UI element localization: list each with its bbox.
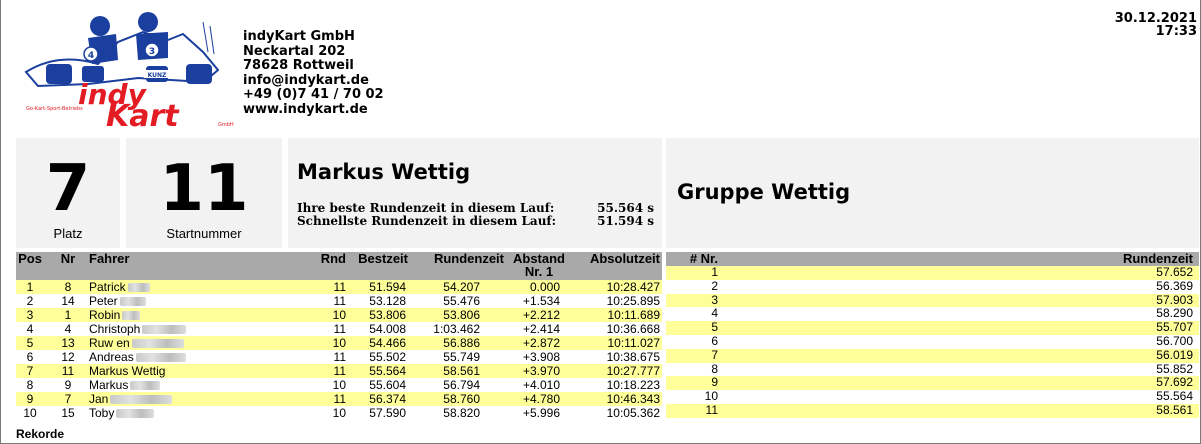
- cell-absolutzeit: 10:11.027: [607, 336, 660, 350]
- cell-absolutzeit: 10:18.223: [606, 378, 660, 392]
- startnummer-value: 11: [159, 152, 249, 226]
- cell-rnd: 10: [332, 308, 346, 322]
- cell-rundenzeit: 55.476: [443, 294, 480, 308]
- kart-number-right: 3: [148, 47, 156, 57]
- cell-nr: 11: [61, 364, 75, 378]
- cell-abstand: +4.010: [522, 378, 560, 392]
- col-rnd: Rnd: [320, 251, 346, 266]
- cell-fahrer: Christoph: [89, 322, 141, 336]
- col-nr: Nr: [60, 251, 76, 266]
- col-abstand-line1: Abstand: [513, 251, 565, 266]
- cell-rundenzeit: 58.820: [443, 406, 480, 420]
- group-name: Gruppe Wettig: [677, 180, 851, 204]
- cell-lap-nr: 3: [711, 292, 718, 307]
- cell-bestzeit: 55.604: [369, 378, 406, 392]
- cell-rundenzeit: 58.760: [443, 392, 480, 406]
- cell-bestzeit: 51.594: [369, 280, 406, 294]
- cell-lap-nr: 9: [711, 375, 718, 390]
- cell-rundenzeit: 55.749: [443, 350, 480, 364]
- cell-abstand: +3.908: [522, 350, 560, 364]
- cell-lap-time: 57.692: [1156, 375, 1193, 390]
- cell-fahrer: Ruw en: [89, 336, 130, 350]
- lap-times-body: [666, 266, 1199, 418]
- cell-lap-time: 55.852: [1156, 361, 1193, 376]
- cell-fahrer: Markus: [89, 378, 129, 392]
- cell-rnd: 11: [333, 322, 346, 336]
- redacted-surname: [128, 283, 150, 292]
- company-phone: +49 (0)7 41 / 70 02: [243, 87, 384, 102]
- cell-rnd: 10: [332, 336, 346, 350]
- cell-lap-time: 58.561: [1156, 402, 1193, 417]
- cell-nr: 1: [64, 308, 72, 322]
- lap-row: [666, 363, 1199, 377]
- driver-name: Markus Wettig: [297, 160, 471, 184]
- table-row: [16, 350, 662, 364]
- table-row: [16, 364, 662, 378]
- col-pos: Pos: [18, 251, 42, 266]
- platz-value: 7: [45, 152, 91, 226]
- lap-row: [666, 404, 1199, 418]
- cell-lap-time: 56.700: [1156, 333, 1193, 348]
- lap-row: [666, 335, 1199, 349]
- cell-nr: 15: [61, 406, 75, 420]
- col-abstand-line2: Nr. 1: [524, 264, 554, 279]
- col-rundenzeit: Rundenzeit: [433, 251, 504, 266]
- cell-abstand: +3.970: [522, 364, 560, 378]
- cell-rnd: 11: [333, 294, 346, 308]
- cell-pos: 8: [26, 378, 34, 392]
- lap-row: [666, 307, 1199, 321]
- cell-absolutzeit: 10:38.675: [606, 350, 660, 364]
- fastest-lap-row: [297, 214, 654, 228]
- cell-abstand: +2.212: [522, 308, 560, 322]
- lap-times-header: [666, 252, 1199, 266]
- cell-pos: 7: [26, 364, 34, 378]
- cell-rnd: 11: [333, 392, 346, 406]
- cell-rundenzeit: 54.207: [443, 280, 480, 294]
- cell-lap-time: 56.369: [1156, 278, 1193, 293]
- lap-times-table: [666, 252, 1199, 418]
- table-row: [16, 392, 662, 406]
- cell-rundenzeit: 56.794: [443, 378, 480, 392]
- print-time: 17:33: [1155, 24, 1197, 39]
- cell-lap-time: 55.707: [1156, 320, 1193, 335]
- cell-fahrer: Robin: [89, 308, 121, 322]
- startnummer-box: [126, 138, 282, 248]
- cell-absolutzeit: 10:27.777: [606, 364, 660, 378]
- cell-abstand: +5.996: [522, 406, 560, 420]
- cell-rnd: 10: [332, 406, 346, 420]
- cell-lap-nr: 4: [711, 306, 718, 321]
- lap-row: [666, 294, 1199, 308]
- company-city: 78628 Rottweil: [243, 58, 354, 73]
- logo-suffix: GmbH: [218, 122, 234, 128]
- cell-nr: 4: [64, 322, 72, 336]
- col-lap-nr: # Nr.: [689, 251, 718, 266]
- cell-fahrer: Peter: [89, 294, 118, 308]
- cell-pos: 4: [26, 322, 34, 336]
- cell-bestzeit: 53.806: [369, 308, 406, 322]
- cell-pos: 3: [26, 308, 34, 322]
- platz-box: [16, 138, 120, 248]
- kart-illustration: [26, 12, 218, 86]
- cell-pos: 9: [26, 392, 34, 406]
- cell-lap-nr: 8: [711, 361, 718, 376]
- cell-pos: 6: [26, 350, 34, 364]
- indykart-logo: [18, 12, 243, 130]
- cell-lap-time: 58.290: [1156, 306, 1193, 321]
- redacted-surname: [120, 297, 146, 306]
- col-bestzeit: Bestzeit: [358, 251, 408, 266]
- startnummer-label: Startnummer: [166, 226, 242, 241]
- lap-row: [666, 266, 1199, 280]
- table-row: [16, 406, 662, 420]
- cell-abstand: +2.872: [522, 336, 560, 350]
- cell-lap-time: 57.903: [1156, 292, 1193, 307]
- cell-bestzeit: 53.128: [369, 294, 406, 308]
- print-date: 30.12.2021: [1114, 11, 1197, 26]
- cell-bestzeit: 55.502: [369, 350, 406, 364]
- cell-abstand: +2.414: [522, 322, 560, 336]
- company-website: www.indykart.de: [243, 101, 368, 117]
- cell-rnd: 10: [332, 378, 346, 392]
- cell-lap-time: 55.564: [1156, 389, 1193, 404]
- cell-bestzeit: 54.008: [369, 322, 406, 336]
- redacted-surname: [122, 311, 140, 320]
- cell-nr: 7: [64, 392, 72, 406]
- cell-nr: 9: [64, 378, 72, 392]
- cell-rundenzeit: 1:03.462: [433, 322, 480, 336]
- cell-fahrer: Patrick: [89, 280, 126, 294]
- cell-absolutzeit: 10:05.362: [606, 406, 660, 420]
- cell-nr: 12: [61, 350, 75, 364]
- best-lap-row: [297, 201, 654, 215]
- company-street: Neckartal 202: [243, 43, 346, 59]
- company-address: [243, 30, 384, 117]
- company-name: indyKart GmbH: [243, 29, 355, 44]
- cell-rnd: 11: [333, 280, 346, 294]
- lap-row: [666, 390, 1199, 404]
- lap-row: [666, 376, 1199, 390]
- col-fahrer: Fahrer: [89, 251, 130, 266]
- lap-row: [666, 349, 1199, 363]
- redacted-surname: [116, 409, 154, 418]
- cell-fahrer: Toby: [89, 406, 115, 420]
- table-row: [16, 294, 662, 308]
- table-row: [16, 308, 662, 322]
- table-row: [16, 280, 662, 294]
- cell-lap-time: 56.019: [1156, 347, 1193, 362]
- cell-lap-nr: 7: [711, 347, 718, 362]
- rekorde-heading: Rekorde: [16, 427, 65, 441]
- cell-nr: 8: [64, 280, 72, 294]
- cell-fahrer: Jan: [89, 392, 109, 406]
- cell-absolutzeit: 10:25.895: [606, 294, 660, 308]
- company-email: info@indykart.de: [243, 72, 369, 88]
- logo-wordmark-bottom: Kart: [106, 99, 179, 130]
- cell-bestzeit: 56.374: [369, 392, 406, 406]
- cell-rundenzeit: 53.806: [443, 308, 480, 322]
- cell-lap-nr: 5: [711, 320, 718, 335]
- cell-lap-nr: 2: [711, 278, 718, 293]
- cell-bestzeit: 57.590: [369, 406, 406, 420]
- fastest-lap-value: 51.594 s: [597, 214, 654, 228]
- cell-rundenzeit: 56.886: [443, 336, 480, 350]
- best-lap-value: 55.564 s: [597, 201, 654, 215]
- cell-pos: 2: [26, 294, 34, 308]
- lap-row: [666, 280, 1199, 294]
- cell-lap-nr: 6: [711, 333, 718, 348]
- cell-pos: 10: [23, 406, 37, 420]
- results-header: [16, 252, 662, 280]
- cell-absolutzeit: 10:46.343: [606, 392, 660, 406]
- table-row: [16, 378, 662, 392]
- cell-fahrer: Markus Wettig: [89, 364, 166, 378]
- redacted-surname: [132, 339, 184, 348]
- lap-row: [666, 321, 1199, 335]
- redacted-surname: [142, 325, 186, 334]
- redacted-surname: [110, 395, 172, 404]
- results-table: [16, 252, 662, 420]
- redacted-surname: [136, 353, 186, 362]
- kart-label: KUNZ: [147, 72, 167, 79]
- cell-abstand: +4.780: [522, 392, 560, 406]
- cell-bestzeit: 54.466: [369, 336, 406, 350]
- best-lap-label: Ihre beste Rundenzeit in diesem Lauf:: [297, 201, 555, 215]
- table-row: [16, 336, 662, 350]
- logo-tagline: Go-Kart-Sport-Betriebs: [26, 106, 83, 112]
- cell-bestzeit: 55.564: [369, 364, 406, 378]
- cell-lap-nr: 10: [704, 389, 718, 404]
- cell-absolutzeit: 10:36.668: [606, 322, 660, 336]
- cell-pos: 1: [26, 280, 34, 294]
- cell-nr: 13: [61, 336, 75, 350]
- print-datetime: [1115, 12, 1197, 38]
- driver-box: [288, 138, 662, 248]
- group-box: [666, 138, 1199, 248]
- cell-absolutzeit: 10:11.689: [607, 308, 660, 322]
- kart-number-left: 4: [87, 51, 95, 61]
- cell-fahrer: Andreas: [89, 350, 134, 364]
- cell-absolutzeit: 10:28.427: [606, 280, 660, 294]
- cell-lap-nr: 11: [705, 402, 718, 417]
- cell-lap-nr: 1: [711, 265, 718, 279]
- cell-pos: 5: [26, 336, 34, 350]
- cell-abstand: 0.000: [529, 280, 560, 294]
- cell-rnd: 11: [333, 350, 346, 364]
- fastest-lap-label: Schnellste Rundenzeit in diesem Lauf:: [297, 214, 557, 228]
- results-body: [16, 280, 662, 420]
- col-abstand: [508, 252, 570, 278]
- redacted-surname: [130, 381, 160, 390]
- cell-rundenzeit: 58.561: [443, 364, 480, 378]
- platz-label: Platz: [53, 226, 83, 241]
- table-row: [16, 322, 662, 336]
- col-absolutzeit: Absolutzeit: [589, 251, 660, 266]
- cell-lap-time: 57.652: [1156, 265, 1193, 279]
- cell-rnd: 11: [333, 364, 346, 378]
- cell-nr: 14: [61, 294, 75, 308]
- cell-abstand: +1.534: [522, 294, 560, 308]
- logo-wordmark-top: indy: [78, 78, 146, 111]
- col-lap-time: Rundenzeit: [1122, 251, 1193, 266]
